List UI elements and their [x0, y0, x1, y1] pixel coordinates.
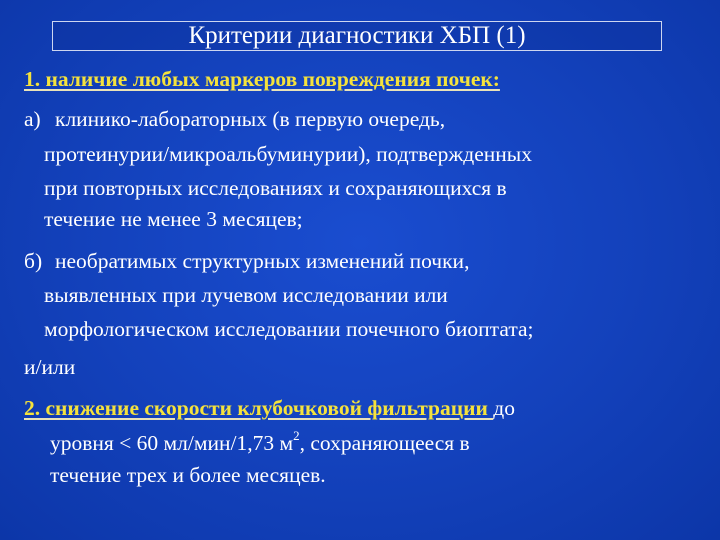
- item-a-line-2: протеинурии/микроальбуминурии), подтвержденных: [44, 142, 532, 166]
- criterion-2-threshold: уровня < 60 мл/мин/1,73 м: [50, 431, 294, 455]
- item-b-line-1: необратимых структурных изменений почки,: [55, 249, 470, 273]
- item-a-marker: а): [24, 107, 41, 131]
- criterion-2-highlight: 2. снижение скорости клубочковой фильтрации: [24, 396, 494, 420]
- superscript-2: 2: [293, 427, 300, 443]
- slide-title: Критерии диагностики ХБП (1): [188, 22, 526, 49]
- criterion-2-line-3: течение трех и более месяцев.: [50, 463, 326, 487]
- and-or-connector: и/или: [24, 355, 76, 379]
- item-a-line-3: при повторных исследованиях и сохраняющихся в: [44, 176, 507, 200]
- item-a-line-1: клинико-лабораторных (в первую очередь,: [55, 107, 446, 131]
- criterion-2-line-2: [50, 428, 470, 458]
- item-b-line-3: морфологическом исследовании почечного биоптата;: [44, 317, 534, 341]
- criterion-1-heading: 1. наличие любых маркеров повреждения почек:: [24, 67, 500, 91]
- item-a-line-4: течение не менее 3 месяцев;: [44, 207, 303, 231]
- criterion-2-line-1: [24, 393, 515, 423]
- criterion-2-persisting: , сохраняющееся в: [299, 431, 470, 455]
- criterion-2-tail: до: [493, 396, 515, 420]
- item-b-line-2: выявленных при лучевом исследовании или: [44, 283, 448, 307]
- item-b-marker: б): [24, 249, 43, 273]
